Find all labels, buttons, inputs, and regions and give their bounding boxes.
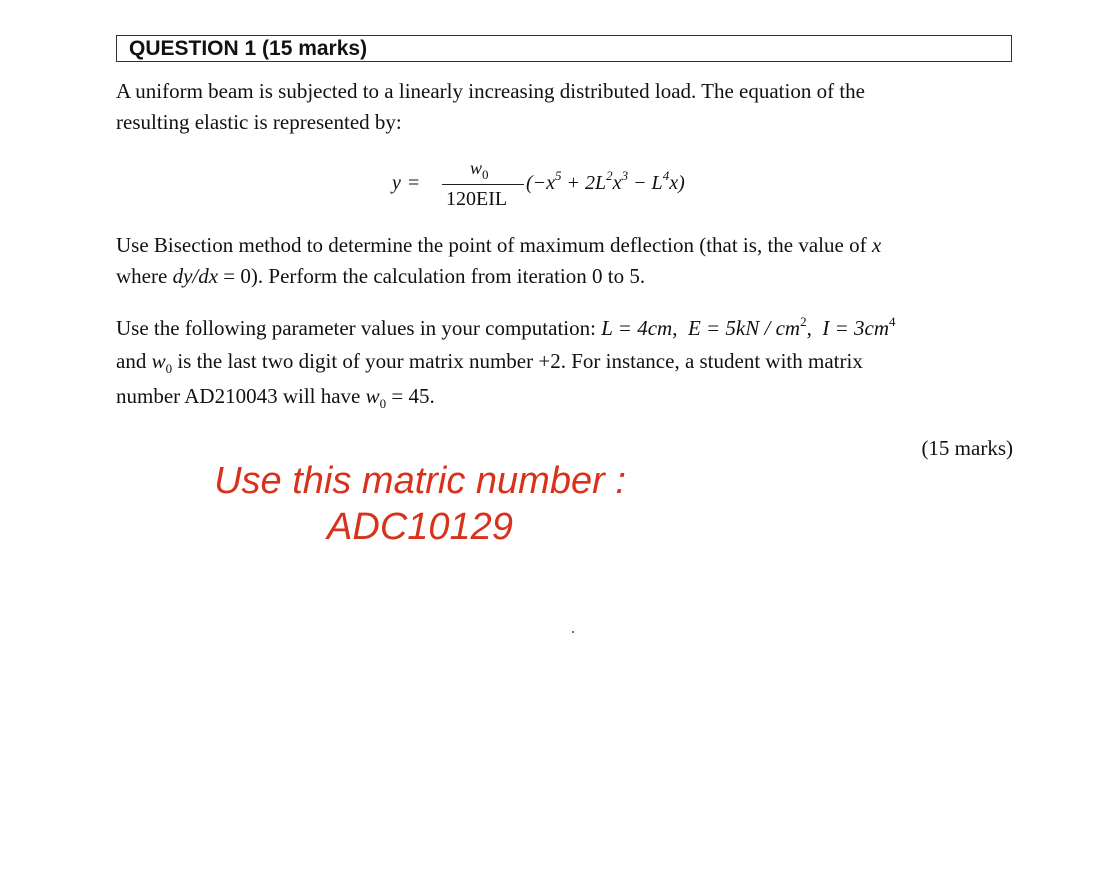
rhs-part-4: − L [628,172,663,194]
marks-label: (15 marks) [921,436,1013,460]
param-inertia: I = 3cm [822,316,889,340]
params-line-2-start: and [116,349,152,373]
param-inertia-exp: 4 [889,314,896,329]
params-line-3 [116,380,1013,413]
annotation-line-2: ADC10129 [327,506,513,548]
equation-equals: = [408,172,420,194]
example-w: w [365,384,380,408]
matric-number-annotation [150,458,690,550]
example-w-subscript: 0 [379,396,387,411]
params-line-2-end: is the last two digit of your matrix number +2. For instance, a student with matrix [172,349,863,373]
denominator-text: 120EIL [446,188,508,210]
rhs-part-2: + 2L [561,172,607,194]
param-modulus: E = 5kN / cm [687,316,801,340]
param-w-subscript: 0 [165,361,173,376]
numerator-subscript: 0 [482,167,489,182]
numerator-w: w [470,158,483,178]
task-paragraph [116,230,1013,292]
question-header [116,35,1012,62]
elastic-curve-equation [392,158,752,216]
rhs-exp-3: 3 [621,168,629,183]
task-var-dydx: dy/dx [172,264,219,288]
rhs-part-1: (−x [526,172,556,194]
task-line-1: Use Bisection method to determine the point of maximum deflection (that is, the value of [116,233,872,257]
params-line-3-end: = 45. [386,384,435,408]
params-line-3-start: number AD210043 will have [116,384,366,408]
fraction-bar [442,184,524,185]
param-length: L = 4cm [601,316,673,340]
equation-lhs: y [392,172,401,194]
intro-line-1: A uniform beam is subjected to a linearly increasing distributed load. The equation of the [116,79,865,103]
task-line-2-end: = 0). Perform the calculation from iteration 0 to 5. [218,264,646,288]
question-title: QUESTION 1 (15 marks) [129,37,368,60]
fraction-denominator [446,188,507,211]
rhs-exp-2: 2 [606,168,613,183]
rhs-part-5: x) [669,172,685,194]
stray-dot [572,631,574,633]
parameters-paragraph: Use the following parameter values in your computation: L = 4cm, $E = 5kN / cm^2$, $I = 3cm^4$ and $w_0$ is the last two digit of your matrix number +2. For instance, a student with matrix number AD210043 will have $w_0 = 45$. [116,312,1013,413]
intro-paragraph [116,76,1013,138]
param-w: w [151,349,166,373]
rhs-exp-4: 4 [662,168,670,183]
rhs-exp-1: 5 [555,168,562,183]
annotation-line-1: Use this matric number : [214,460,626,502]
task-var-x: x [871,233,882,257]
fraction-numerator [470,158,489,182]
params-intro: Use the following parameter values in your computation: [116,316,602,340]
param-modulus-exp: 2 [800,314,807,329]
equation-rhs [526,168,685,195]
intro-line-2: resulting elastic is represented by: [116,110,402,134]
task-line-2-start: where [116,264,173,288]
rhs-part-3: x [612,172,622,194]
